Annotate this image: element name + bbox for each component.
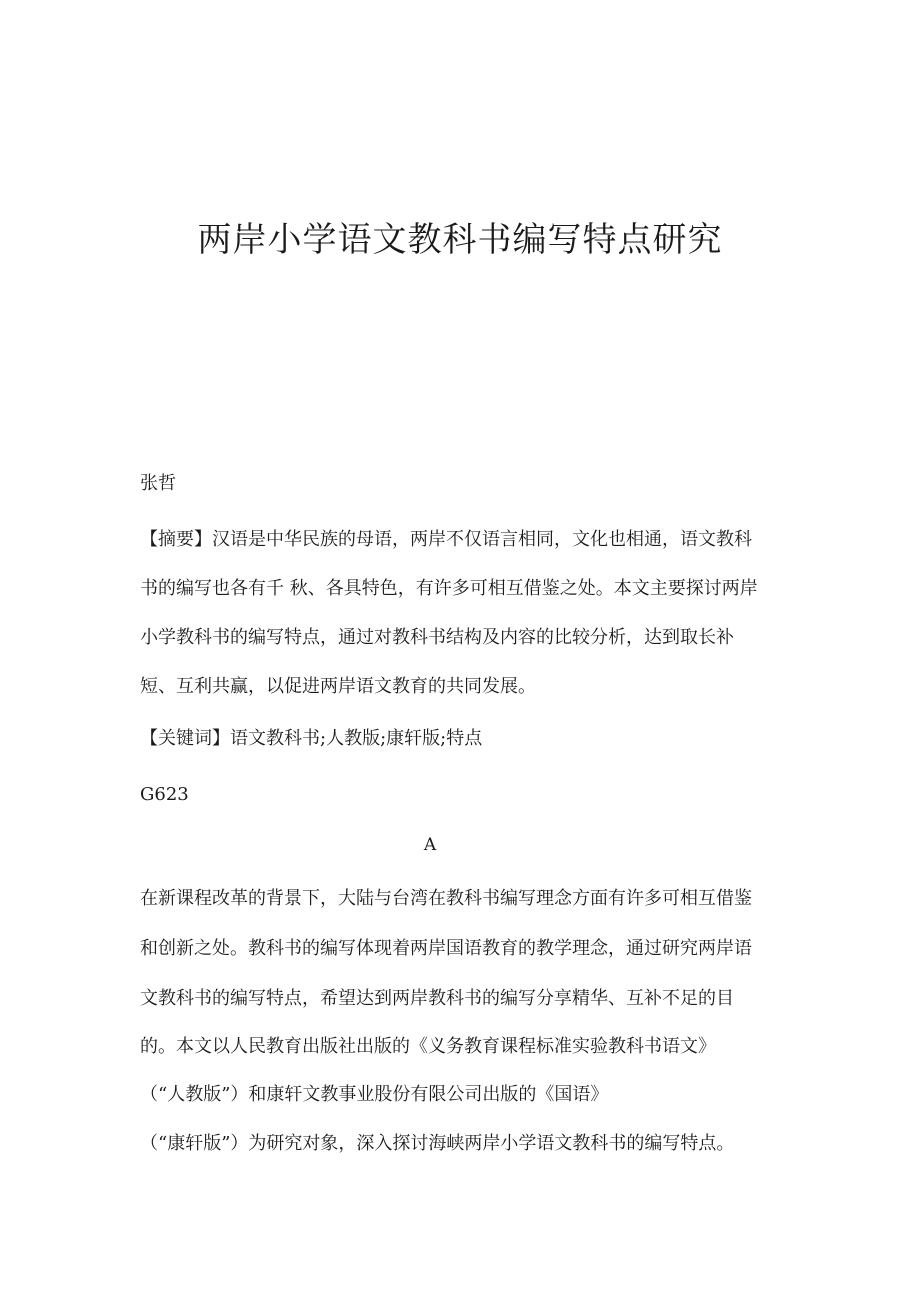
abstract-line: 书的编写也各有千 秋、各具特色，有许多可相互借鉴之处。本文主要探讨两岸 bbox=[140, 578, 758, 599]
body-line: 在新课程改革的背景下，大陆与台湾在教科书编写理念方面有许多可相互借鉴 bbox=[140, 888, 752, 909]
abstract-line: 短、互利共赢，以促进两岸语文教育的共同发展。 bbox=[140, 676, 536, 697]
body-line: （“人教版”）和康轩文教事业股份有限公司出版的《国语》 bbox=[140, 1084, 609, 1105]
body-line: 和创新之处。教科书的编写体现着两岸国语教育的教学理念，通过研究两岸语 bbox=[140, 938, 752, 959]
body-line: （“康轩版”）为研究对象，深入探讨海峡两岸小学语文教科书的编写特点。 bbox=[140, 1133, 735, 1154]
author-name: 张哲 bbox=[140, 473, 176, 494]
document-title: 两岸小学语文教科书编写特点研究 bbox=[197, 220, 723, 260]
body-line: 的。本文以人民教育出版社出版的《义务教育课程标准实验教科书语文》 bbox=[140, 1036, 716, 1057]
abstract-line: 小学教科书的编写特点，通过对教科书结构及内容的比较分析，达到取长补 bbox=[140, 627, 734, 648]
document-code: A bbox=[423, 835, 437, 855]
keywords-line: 【关键词】语文教科书;人教版;康轩版;特点 bbox=[140, 728, 483, 749]
abstract-line: 【摘要】汉语是中华民族的母语，两岸不仅语言相同，文化也相通，语文教科 bbox=[140, 529, 752, 550]
classification-number: G623 bbox=[140, 784, 189, 805]
body-line: 文教科书的编写特点，希望达到两岸教科书的编写分享精华、互补不足的目 bbox=[140, 988, 734, 1009]
